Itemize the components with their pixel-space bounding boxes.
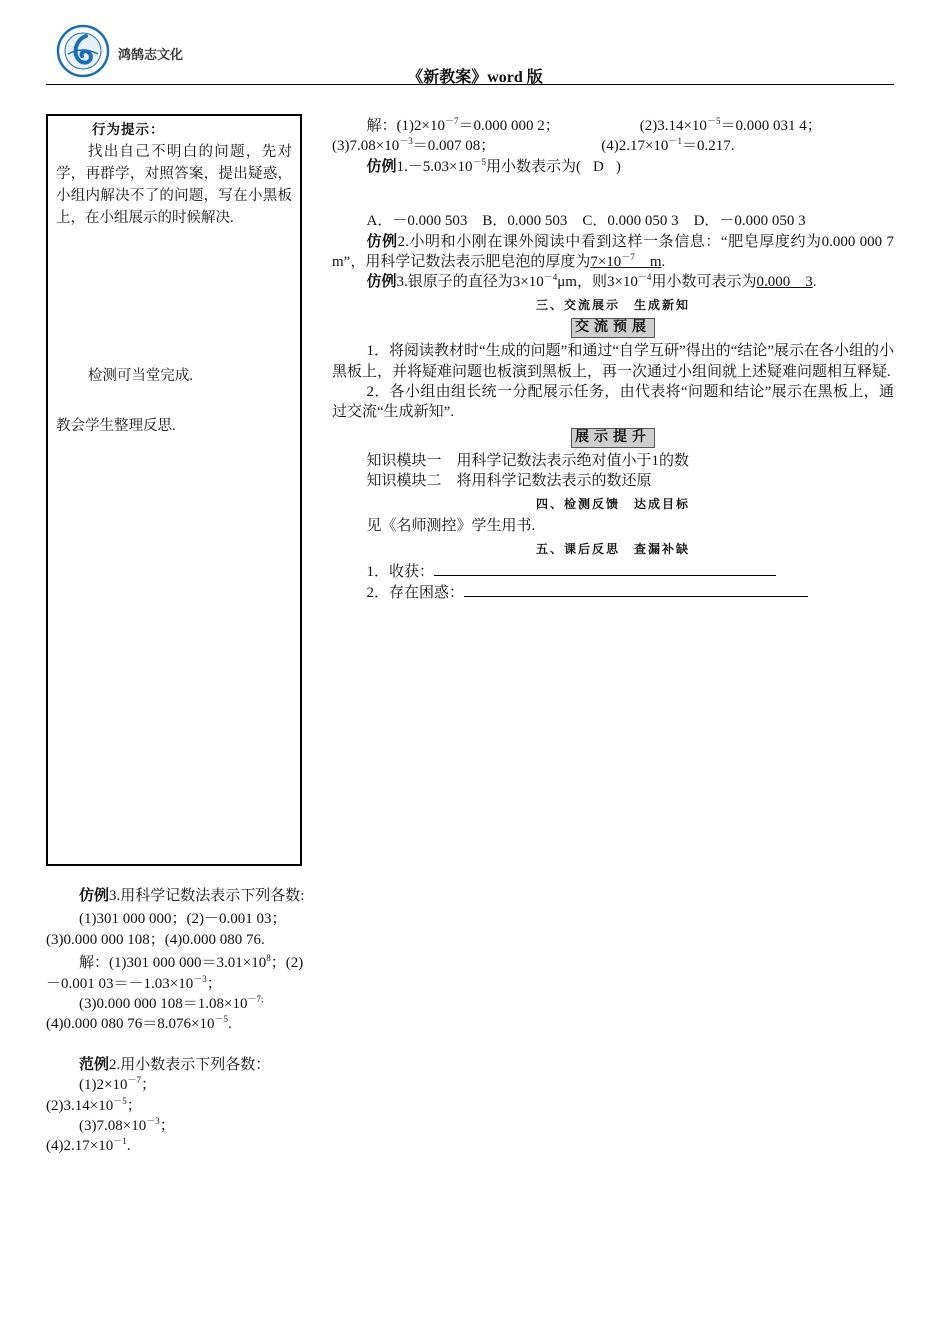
left-column: [46, 886, 306, 1157]
fangli3-answer-3: (3)0.000 000 $108=1.08\times 10^{-7;}$: [79, 994, 264, 1013]
fangli1-question: 仿例$1.-5.03\times 10^{-5}$用小数表示为( D ): [366, 156, 621, 175]
section-5-heading: 五、课后反思 查漏补缺: [535, 541, 690, 556]
fanli2-item-3: $(3)7.08\times 10^{-3}$；: [79, 1116, 175, 1135]
fangli3-right-question: 仿例3.银原子的直径为$3\times 10^{-4}\mu m$，则$3\times 10^{-4}$用小数可表示为0.000 3.: [366, 272, 817, 291]
document-title: 《新教案》word 版: [407, 69, 543, 86]
fanli2-item-2: $(2)3.14\times 10^{-5}$；: [46, 1095, 142, 1114]
right-column: [332, 116, 894, 604]
logo-text: 鸿鹄志文化: [118, 48, 184, 63]
fangli3-answer-4: (4)0.000 080 $76=8.076\times 10^{-5}$.: [46, 1014, 232, 1033]
tip-reflection: 教会学生整理反思.: [56, 418, 176, 434]
fangli1-options: A．－0.000 503 B．0.000 503 C．0.000 050 3 D．－0.000 050 3: [366, 213, 806, 230]
fanli2-item-4: $(4)2.17\times 10^{-1}$.: [46, 1136, 131, 1155]
section-4-heading: 四、检测反馈 达成目标: [535, 496, 690, 511]
fanli2-item-1: $(1)2\times 10^{-7}$；: [79, 1075, 156, 1094]
tips-title: 行为提示：: [92, 122, 165, 137]
solution-line-2: $(3)7.08\times 10^{-3}=0.007$ 08； $(4)2.17\times 10^{-1}=0.217$.: [332, 136, 735, 155]
gains-blank-line[interactable]: [434, 561, 776, 576]
tip-test-in-class: 检测可当堂完成.: [87, 368, 194, 384]
exchange-step-2: 2．各小组由组长统一分配展示任务，由代表将“问题和结论”展示在黑板上，通过交流“生成新知”.: [332, 384, 894, 421]
knowledge-module-2: 知识模块二 将用科学记数法表示的数还原: [366, 473, 652, 490]
fanli2-question: 范例2.用小数表示下列各数：: [79, 1056, 271, 1073]
tip-self-study: 找出自己不明白的问题，先对学，再群学，对照答案，提出疑惑，小组内解决不了的问题，写在小黑板上，在小组展示的时候解决.: [56, 144, 292, 226]
reflection-confusions: 2．存在困惑：: [332, 582, 894, 603]
fangli3-answer-1-2: 解：(1)301 000 $000=3.01\times 10^8$；(2)－0.001 $03=-1.03\times 10^{-3}$；: [46, 953, 304, 992]
reflection-gains: 1．收获：: [332, 561, 894, 582]
test-reference: 见《名师测控》学生用书.: [366, 518, 536, 535]
confusions-blank-line[interactable]: [464, 582, 808, 597]
fangli3-question: 仿例3.用科学记数法表示下列各数:: [79, 888, 305, 904]
fangli3-items: (1)301 000 000；(2)－0.001 03；(3)0.000 000 108；(4)0.000 080 76.: [46, 911, 287, 948]
badge-display-improve: 展示提升: [571, 428, 655, 448]
exchange-step-1: 1．将阅读教材时“生成的问题”和通过“自学互研”得出的“结论”展示在各小组的小黑板上，并将疑难问题也板演到黑板上，再一次通过小组间就上述疑难问题相互释疑.: [332, 343, 894, 380]
knowledge-module-1: 知识模块一 用科学记数法表示绝对值小于1的数: [366, 452, 690, 469]
badge-exchange-preview: 交流预展: [571, 318, 655, 338]
solution-line-1: 解：$(1)2\times 10^{-7}=0.000$ 000 2； $(2)3.14\times 10^{-5}=0.000$ 031 4；: [366, 116, 822, 134]
behavior-tips-box: [46, 114, 302, 866]
section-3-heading: 三、交流展示 生成新知: [535, 297, 690, 312]
fangli2-question: 仿例2.小明和小刚在课外阅读中看到这样一条信息：“肥皂厚度约为0.000 000 7 m”，用科学记数法表示肥皂泡的厚度为$7\times 10^{-7}$ m.: [332, 233, 894, 271]
header-divider: [46, 84, 894, 85]
